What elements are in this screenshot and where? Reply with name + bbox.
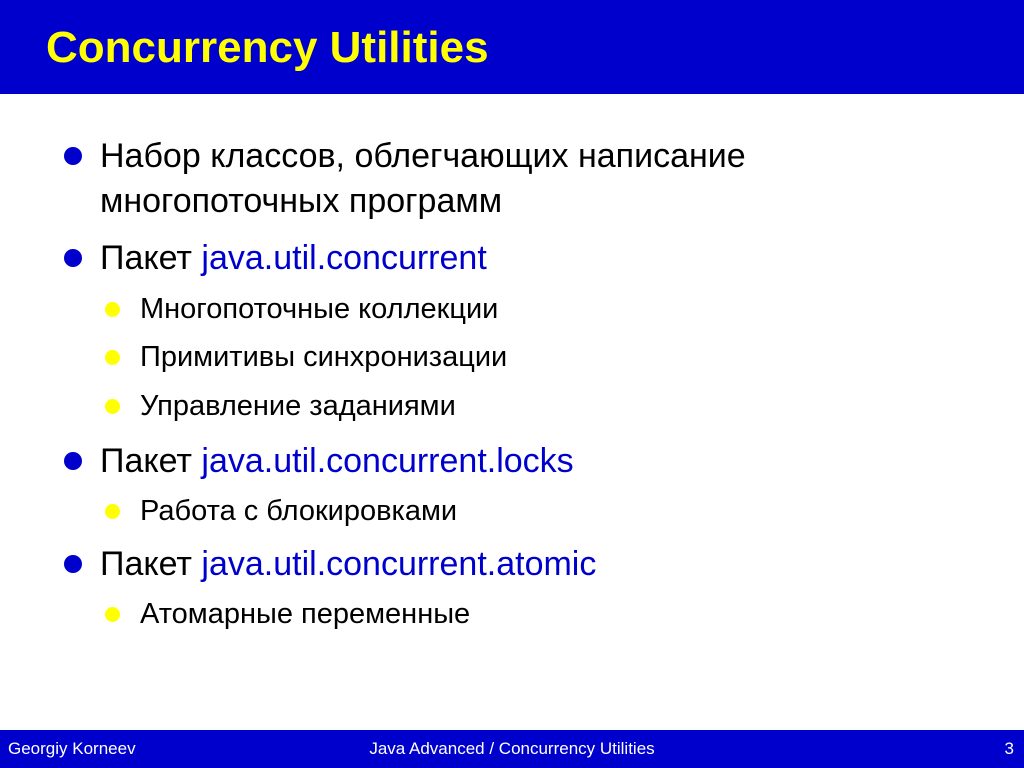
package-name: java.util.concurrent.locks — [201, 442, 574, 480]
footer-course: Java Advanced / Concurrency Utilities — [369, 739, 655, 758]
footer-author: Georgiy Korneev — [8, 739, 136, 758]
bullet-text-line: Набор классов, облегчающих написание — [100, 137, 746, 175]
bullet-level1-icon — [64, 147, 82, 165]
slide-title: Concurrency Utilities — [46, 23, 489, 72]
sub-bullet-text: Работа с блокировками — [140, 495, 458, 527]
bullet-level2-icon — [105, 504, 120, 519]
sub-bullet-text: Примитивы синхронизации — [140, 341, 508, 373]
sub-bullet-text: Многопоточные коллекции — [140, 293, 499, 325]
package-prefix: Пакет — [100, 545, 202, 583]
bullet-level2-icon — [105, 302, 120, 317]
bullet-level2-icon — [105, 350, 120, 365]
package-item — [100, 543, 596, 585]
package-item — [100, 237, 487, 279]
package-prefix: Пакет — [100, 239, 202, 277]
bullet-level1-icon — [64, 249, 82, 267]
sub-bullet-text: Управление заданиями — [140, 390, 456, 422]
package-prefix: Пакет — [100, 442, 202, 480]
footer-bar — [0, 730, 1024, 768]
package-item — [100, 440, 574, 482]
package-name: java.util.concurrent.atomic — [201, 545, 597, 583]
footer-page-number: 3 — [1004, 739, 1014, 758]
bullet-level1-icon — [64, 452, 82, 470]
bullet-text-line: многопоточных программ — [100, 182, 503, 220]
package-name: java.util.concurrent — [201, 239, 487, 277]
sub-bullet-text: Атомарные переменные — [140, 598, 471, 630]
bullet-level1-icon — [64, 555, 82, 573]
bullet-level2-icon — [105, 399, 120, 414]
bullet-level2-icon — [105, 607, 120, 622]
